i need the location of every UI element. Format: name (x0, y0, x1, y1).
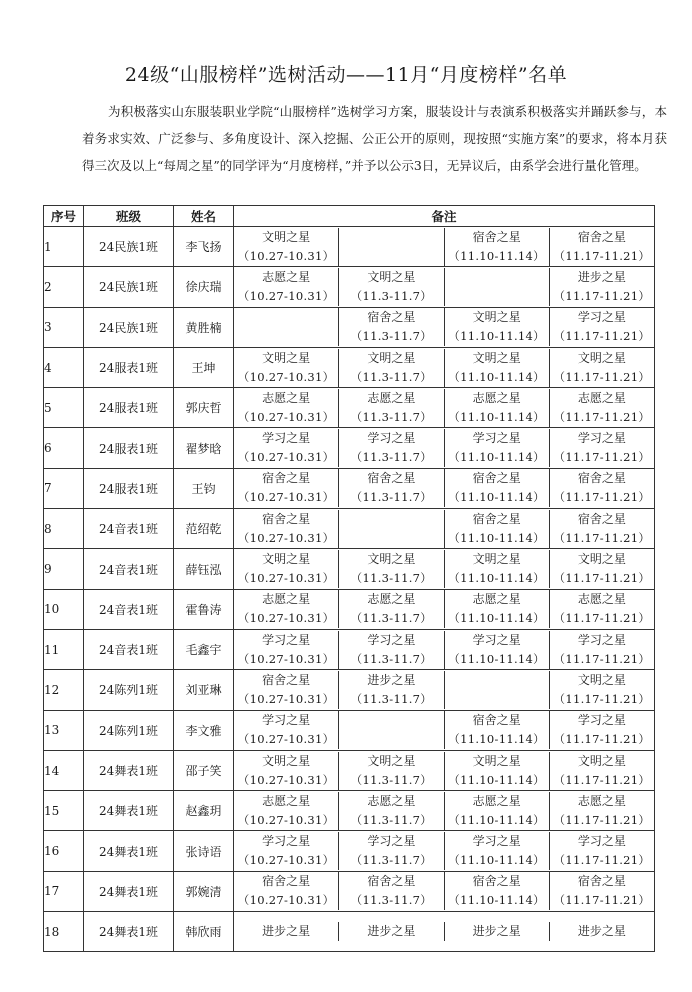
row-class: 24舞表1班 (84, 791, 174, 831)
award-star: 学习之星 (262, 431, 311, 446)
table-row (44, 307, 655, 347)
award-cell (234, 711, 338, 749)
row-class: 24音表1班 (84, 509, 174, 549)
table-row (44, 267, 655, 307)
award-cell (234, 510, 338, 548)
award-cell (444, 510, 549, 548)
award-dates: （11.3-11.7） (350, 450, 433, 465)
award-star: 志愿之星 (577, 592, 626, 607)
award-cell (234, 631, 338, 669)
award-star: 文明之星 (472, 350, 521, 365)
award-dates: （10.27-10.31） (237, 490, 335, 505)
table-row (44, 468, 655, 508)
award-star: 学习之星 (367, 834, 416, 849)
award-star: 宿舍之星 (262, 471, 311, 486)
award-dates: （11.17-11.21） (553, 409, 651, 424)
award-star: 文明之星 (577, 350, 626, 365)
award-dates: （11.3-11.7） (350, 691, 433, 706)
award-dates: （11.10-11.14） (448, 409, 545, 424)
row-seq: 15 (44, 791, 84, 831)
award-cell (234, 308, 338, 346)
page-title: 24级“山服榜样”选树活动——11月“月度榜样”名单 (124, 64, 568, 86)
award-star: 宿舍之星 (367, 471, 416, 486)
row-remarks (234, 428, 655, 468)
award-cell (338, 389, 443, 427)
row-remarks (234, 750, 655, 790)
award-dates: （10.27-10.31） (237, 248, 335, 263)
award-star: 学习之星 (472, 834, 521, 849)
award-cell (338, 590, 443, 628)
award-star: 文明之星 (472, 552, 521, 567)
award-dates: （10.27-10.31） (237, 893, 335, 908)
award-star: 学习之星 (577, 310, 626, 325)
award-cell (549, 389, 654, 427)
award-star: 志愿之星 (577, 793, 626, 808)
award-cell (234, 389, 338, 427)
row-seq: 18 (44, 912, 84, 952)
award-cell (549, 268, 654, 306)
award-star: 学习之星 (472, 632, 521, 647)
roster-table (43, 205, 655, 952)
award-dates: （11.10-11.14） (448, 369, 545, 384)
award-dates: （11.17-11.21） (553, 571, 651, 586)
award-cell (444, 389, 549, 427)
award-cell (549, 792, 654, 830)
award-star: 学习之星 (577, 431, 626, 446)
table-row (44, 227, 655, 267)
award-cell (338, 752, 443, 790)
award-dates: （11.3-11.7） (350, 409, 433, 424)
award-cell (444, 550, 549, 588)
award-cell (234, 550, 338, 588)
award-cell (338, 349, 443, 387)
row-class: 24服表1班 (84, 428, 174, 468)
table-row (44, 710, 655, 750)
award-dates: （11.10-11.14） (448, 450, 545, 465)
row-remarks (234, 307, 655, 347)
award-cell (444, 268, 549, 306)
award-dates: （11.3-11.7） (350, 490, 433, 505)
award-cell (338, 429, 443, 467)
award-star: 志愿之星 (472, 592, 521, 607)
award-cell (234, 268, 338, 306)
award-dates: （11.10-11.14） (448, 248, 545, 263)
table-row (44, 509, 655, 549)
award-dates: （11.17-11.21） (553, 651, 651, 666)
row-name: 张诗语 (174, 831, 234, 871)
award-dates: （11.17-11.21） (553, 772, 651, 787)
award-dates: （11.17-11.21） (553, 611, 651, 626)
award-cell (444, 832, 549, 870)
award-dates: （10.27-10.31） (237, 450, 335, 465)
header-class: 班级 (84, 206, 174, 227)
award-star: 学习之星 (577, 632, 626, 647)
award-dates: （10.27-10.31） (237, 571, 335, 586)
row-class: 24音表1班 (84, 589, 174, 629)
award-cell (338, 792, 443, 830)
award-cell (338, 510, 443, 548)
row-remarks (234, 871, 655, 911)
award-cell (338, 671, 443, 709)
award-cell (549, 510, 654, 548)
award-cell (549, 872, 654, 910)
award-dates: （11.17-11.21） (553, 490, 651, 505)
row-class: 24民族1班 (84, 267, 174, 307)
award-dates: （10.27-10.31） (237, 611, 335, 626)
award-dates: （10.27-10.31） (237, 772, 335, 787)
award-dates: （11.17-11.21） (553, 732, 651, 747)
row-seq: 3 (44, 307, 84, 347)
award-dates: （11.17-11.21） (553, 812, 651, 827)
award-dates: （11.3-11.7） (350, 772, 433, 787)
award-star: 学习之星 (262, 632, 311, 647)
award-cell (234, 429, 338, 467)
award-dates: （10.27-10.31） (237, 409, 335, 424)
award-cell (338, 711, 443, 749)
table-header-row (44, 206, 655, 227)
award-cell (549, 469, 654, 507)
award-dates: （11.3-11.7） (350, 571, 433, 586)
row-name: 韩欣雨 (174, 912, 234, 952)
award-dates: （11.17-11.21） (553, 248, 651, 263)
award-star: 进步之星 (367, 924, 416, 939)
award-cell (338, 922, 443, 941)
award-cell (234, 872, 338, 910)
award-dates: （11.10-11.14） (448, 490, 545, 505)
award-dates: （11.10-11.14） (448, 893, 545, 908)
award-star: 文明之星 (367, 269, 416, 284)
table-row (44, 670, 655, 710)
row-remarks (234, 629, 655, 669)
row-seq: 11 (44, 629, 84, 669)
award-cell (338, 469, 443, 507)
award-star: 文明之星 (577, 552, 626, 567)
award-cell (234, 832, 338, 870)
award-star: 文明之星 (262, 552, 311, 567)
award-cell (444, 469, 549, 507)
row-name: 李飞扬 (174, 227, 234, 267)
award-dates: （11.3-11.7） (350, 812, 433, 827)
row-class: 24服表1班 (84, 468, 174, 508)
award-cell (234, 590, 338, 628)
award-cell (444, 631, 549, 669)
row-name: 范绍乾 (174, 509, 234, 549)
award-dates: （11.10-11.14） (448, 530, 545, 545)
row-name: 毛鑫宇 (174, 629, 234, 669)
row-seq: 6 (44, 428, 84, 468)
award-dates: （11.3-11.7） (350, 853, 433, 868)
award-dates: （10.27-10.31） (237, 853, 335, 868)
award-cell (549, 752, 654, 790)
row-class: 24民族1班 (84, 227, 174, 267)
row-seq: 17 (44, 871, 84, 911)
table-row (44, 549, 655, 589)
row-remarks (234, 227, 655, 267)
award-star: 文明之星 (472, 753, 521, 768)
award-dates: （11.17-11.21） (553, 288, 651, 303)
row-class: 24舞表1班 (84, 871, 174, 911)
award-star: 志愿之星 (367, 390, 416, 405)
award-star: 宿舍之星 (367, 310, 416, 325)
award-star: 志愿之星 (262, 793, 311, 808)
award-cell (234, 792, 338, 830)
row-class: 24陈列1班 (84, 670, 174, 710)
row-seq: 7 (44, 468, 84, 508)
award-dates: （10.27-10.31） (237, 530, 335, 545)
row-class: 24舞表1班 (84, 912, 174, 952)
award-star: 志愿之星 (262, 269, 311, 284)
row-remarks (234, 509, 655, 549)
award-dates: （11.10-11.14） (448, 812, 545, 827)
award-dates: （11.10-11.14） (448, 651, 545, 666)
award-star: 文明之星 (577, 753, 626, 768)
award-dates: （11.3-11.7） (350, 651, 433, 666)
award-dates: （11.17-11.21） (553, 329, 651, 344)
award-cell (549, 349, 654, 387)
award-dates: （11.10-11.14） (448, 732, 545, 747)
roster-body (44, 227, 655, 952)
header-seq: 序号 (44, 206, 84, 227)
award-cell (549, 671, 654, 709)
award-star: 文明之星 (262, 350, 311, 365)
table-row (44, 750, 655, 790)
award-star: 宿舍之星 (472, 511, 521, 526)
award-dates: （11.3-11.7） (350, 288, 433, 303)
award-dates: （10.27-10.31） (237, 651, 335, 666)
award-star: 学习之星 (262, 713, 311, 728)
award-star: 进步之星 (472, 924, 521, 939)
award-cell (549, 832, 654, 870)
award-star: 志愿之星 (367, 793, 416, 808)
row-remarks (234, 267, 655, 307)
row-name: 王坤 (174, 347, 234, 387)
award-cell (549, 429, 654, 467)
award-cell (549, 922, 654, 941)
table-row (44, 629, 655, 669)
award-star: 文明之星 (472, 310, 521, 325)
award-cell (444, 349, 549, 387)
award-star: 宿舍之星 (472, 713, 521, 728)
row-seq: 9 (44, 549, 84, 589)
award-cell (444, 429, 549, 467)
row-remarks (234, 710, 655, 750)
award-cell (549, 631, 654, 669)
award-star: 宿舍之星 (262, 874, 311, 889)
row-seq: 12 (44, 670, 84, 710)
row-remarks (234, 589, 655, 629)
award-star: 志愿之星 (262, 390, 311, 405)
award-dates: （11.3-11.7） (350, 611, 433, 626)
row-seq: 8 (44, 509, 84, 549)
row-class: 24舞表1班 (84, 750, 174, 790)
table-row (44, 388, 655, 428)
award-star: 学习之星 (367, 632, 416, 647)
award-cell (444, 228, 549, 266)
award-dates: （10.27-10.31） (237, 812, 335, 827)
award-cell (444, 922, 549, 941)
award-star: 进步之星 (262, 924, 311, 939)
award-cell (444, 752, 549, 790)
award-cell (549, 228, 654, 266)
award-star: 进步之星 (367, 672, 416, 687)
award-cell (234, 671, 338, 709)
award-dates: （11.10-11.14） (448, 329, 545, 344)
award-dates: （11.17-11.21） (553, 530, 651, 545)
award-dates: （11.3-11.7） (350, 329, 433, 344)
table-row (44, 347, 655, 387)
row-name: 翟梦晗 (174, 428, 234, 468)
award-star: 宿舍之星 (472, 229, 521, 244)
award-cell (444, 590, 549, 628)
award-dates: （11.3-11.7） (350, 893, 433, 908)
row-remarks (234, 549, 655, 589)
table-row (44, 912, 655, 952)
award-star: 志愿之星 (367, 592, 416, 607)
row-remarks (234, 831, 655, 871)
award-cell (444, 308, 549, 346)
award-dates: （11.10-11.14） (448, 772, 545, 787)
award-dates: （11.10-11.14） (448, 853, 545, 868)
row-seq: 5 (44, 388, 84, 428)
row-name: 赵鑫玥 (174, 791, 234, 831)
row-seq: 16 (44, 831, 84, 871)
row-remarks (234, 468, 655, 508)
row-name: 刘亚琳 (174, 670, 234, 710)
row-seq: 4 (44, 347, 84, 387)
award-star: 学习之星 (367, 431, 416, 446)
row-class: 24音表1班 (84, 629, 174, 669)
row-class: 24民族1班 (84, 307, 174, 347)
award-cell (338, 308, 443, 346)
award-cell (444, 671, 549, 709)
table-row (44, 428, 655, 468)
award-cell (444, 711, 549, 749)
award-star: 志愿之星 (262, 592, 311, 607)
award-star: 志愿之星 (472, 793, 521, 808)
award-star: 学习之星 (472, 431, 521, 446)
award-dates: （10.27-10.31） (237, 288, 335, 303)
row-seq: 13 (44, 710, 84, 750)
row-class: 24舞表1班 (84, 831, 174, 871)
row-seq: 14 (44, 750, 84, 790)
award-star: 宿舍之星 (577, 511, 626, 526)
award-star: 学习之星 (262, 834, 311, 849)
row-class: 24服表1班 (84, 388, 174, 428)
award-star: 文明之星 (367, 350, 416, 365)
row-name: 王钧 (174, 468, 234, 508)
award-star: 宿舍之星 (367, 874, 416, 889)
award-star: 文明之星 (262, 753, 311, 768)
row-remarks (234, 388, 655, 428)
row-class: 24音表1班 (84, 549, 174, 589)
award-dates: （11.3-11.7） (350, 369, 433, 384)
award-dates: （11.10-11.14） (448, 571, 545, 586)
award-star: 文明之星 (262, 229, 311, 244)
row-seq: 10 (44, 589, 84, 629)
award-cell (444, 792, 549, 830)
award-star: 宿舍之星 (472, 471, 521, 486)
award-star: 宿舍之星 (262, 511, 311, 526)
row-name: 霍鲁涛 (174, 589, 234, 629)
award-cell (338, 832, 443, 870)
row-name: 徐庆瑞 (174, 267, 234, 307)
award-star: 进步之星 (577, 924, 626, 939)
award-cell (338, 550, 443, 588)
award-star: 志愿之星 (577, 390, 626, 405)
award-star: 学习之星 (577, 713, 626, 728)
award-star: 进步之星 (577, 269, 626, 284)
award-cell (338, 631, 443, 669)
award-cell (234, 228, 338, 266)
award-star: 宿舍之星 (577, 471, 626, 486)
award-star: 文明之星 (577, 672, 626, 687)
award-star: 宿舍之星 (577, 229, 626, 244)
award-cell (234, 922, 338, 941)
row-name: 黄胜楠 (174, 307, 234, 347)
award-cell (549, 590, 654, 628)
row-remarks (234, 347, 655, 387)
award-star: 宿舍之星 (472, 874, 521, 889)
award-star: 文明之星 (367, 552, 416, 567)
award-dates: （10.27-10.31） (237, 369, 335, 384)
row-name: 薛钰泓 (174, 549, 234, 589)
award-dates: （11.17-11.21） (553, 893, 651, 908)
award-dates: （11.17-11.21） (553, 691, 651, 706)
award-dates: （10.27-10.31） (237, 691, 335, 706)
row-remarks (234, 670, 655, 710)
intro-paragraph: 为积极落实山东服装职业学院“山服榜样”选树学习方案，服装设计与表演系积极落实并踊跃参与，本着务求实效、广泛参与、多角度设计、深入挖掘、公正公开的原则，现按照“实施方案”的要求，将本月获得三次及以上“每周之星”的同学评为“月度榜样，”并予以公示3日，无异议后，由系学会进行量化管理。 (82, 104, 667, 173)
award-cell (234, 469, 338, 507)
row-seq: 1 (44, 227, 84, 267)
award-star: 宿舍之星 (262, 672, 311, 687)
award-cell (444, 872, 549, 910)
award-star: 志愿之星 (472, 390, 521, 405)
award-cell (338, 268, 443, 306)
row-name: 李文雅 (174, 710, 234, 750)
row-remarks (234, 912, 655, 952)
table-row (44, 589, 655, 629)
award-dates: （11.10-11.14） (448, 611, 545, 626)
row-name: 郭婉清 (174, 871, 234, 911)
award-cell (549, 308, 654, 346)
award-cell (338, 872, 443, 910)
award-cell (549, 550, 654, 588)
award-dates: （11.17-11.21） (553, 853, 651, 868)
award-dates: （11.17-11.21） (553, 450, 651, 465)
header-name: 姓名 (174, 206, 234, 227)
award-star: 学习之星 (577, 834, 626, 849)
table-row (44, 791, 655, 831)
award-dates: （10.27-10.31） (237, 732, 335, 747)
award-cell (234, 349, 338, 387)
row-remarks (234, 791, 655, 831)
award-star: 宿舍之星 (577, 874, 626, 889)
award-cell (234, 752, 338, 790)
row-class: 24服表1班 (84, 347, 174, 387)
row-seq: 2 (44, 267, 84, 307)
header-remarks: 备注 (234, 206, 655, 227)
table-row (44, 831, 655, 871)
row-class: 24陈列1班 (84, 710, 174, 750)
award-star: 文明之星 (367, 753, 416, 768)
award-cell (549, 711, 654, 749)
row-name: 邵子笑 (174, 750, 234, 790)
table-row (44, 871, 655, 911)
row-name: 郭庆哲 (174, 388, 234, 428)
award-cell (338, 228, 443, 266)
award-dates: （11.17-11.21） (553, 369, 651, 384)
